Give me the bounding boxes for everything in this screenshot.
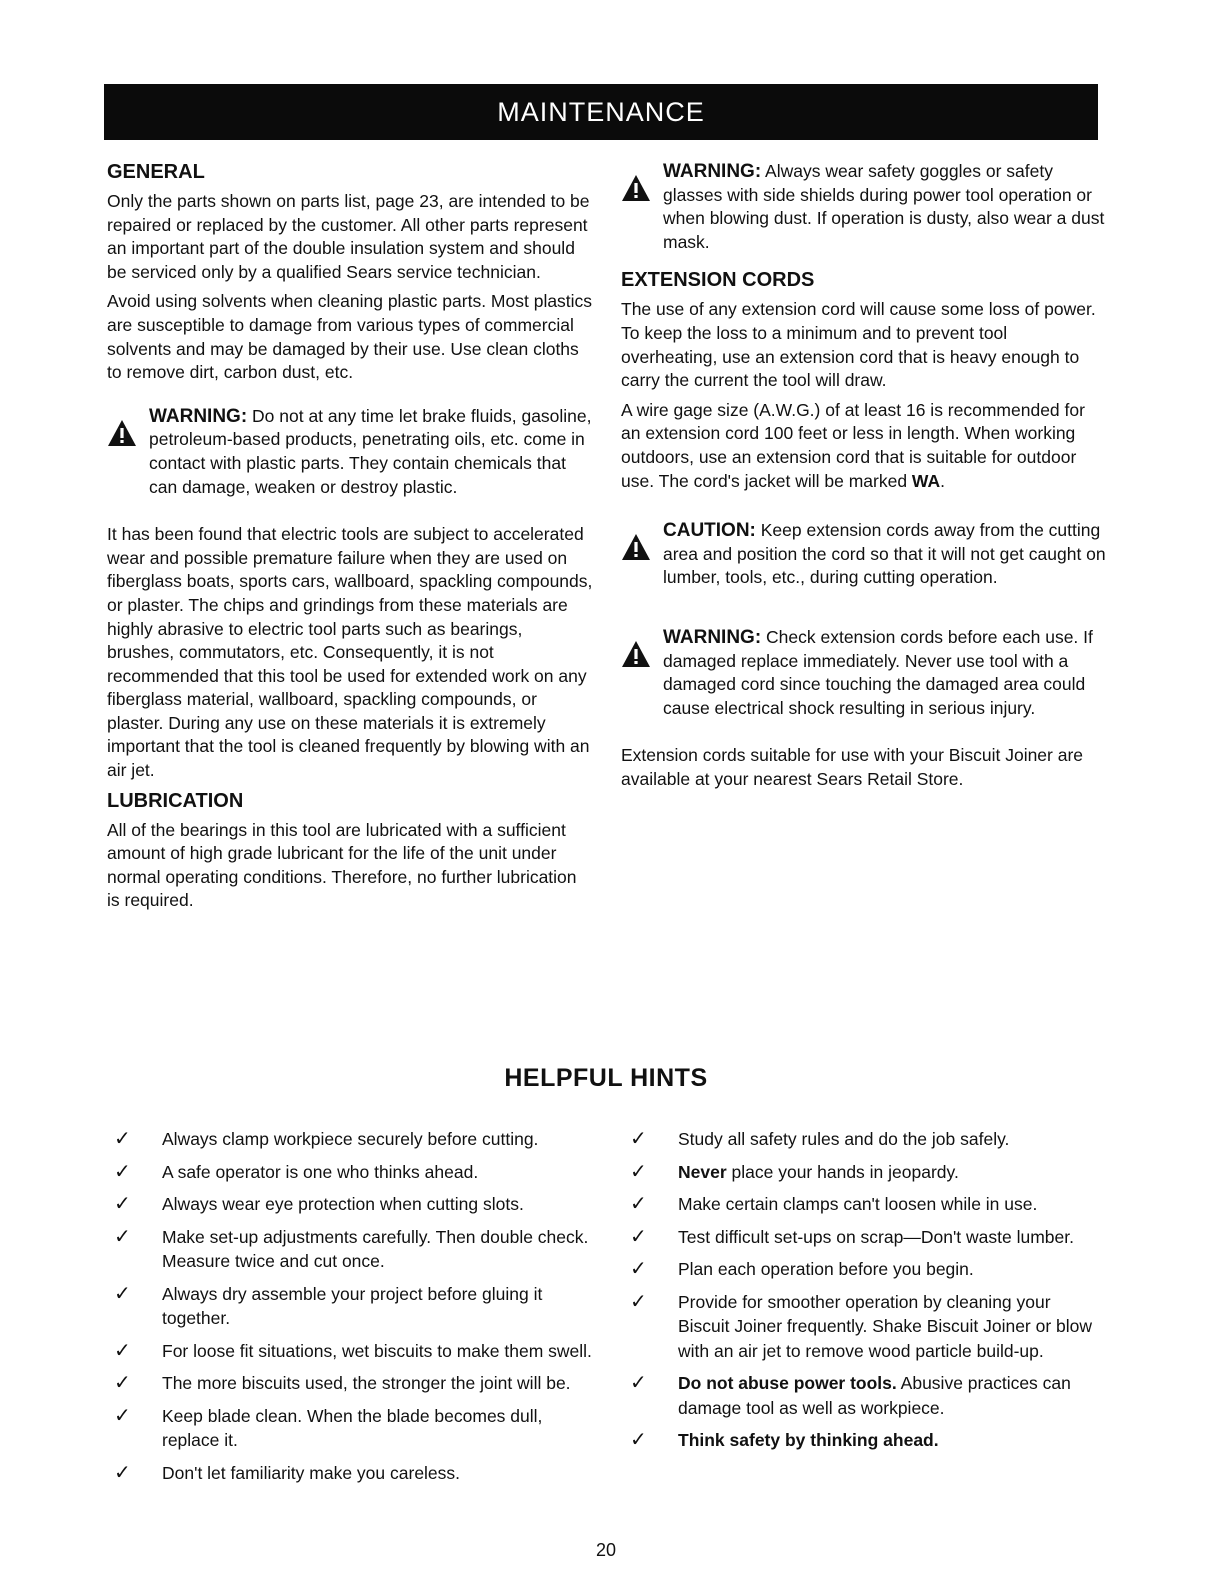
hint-item <box>630 1127 1105 1152</box>
caution-cords <box>621 519 1107 590</box>
hint-text: Always clamp workpiece securely before cutting. <box>162 1129 539 1149</box>
checkmark-icon: ✓ <box>630 1372 647 1394</box>
hint-item <box>630 1428 1105 1453</box>
checkmark-icon: ✓ <box>630 1160 647 1183</box>
hint-text: Don't let familiarity make you careless. <box>162 1462 461 1483</box>
caution-label: CAUTION: <box>663 520 756 542</box>
checkmark-icon: ✓ <box>114 1225 131 1248</box>
hint-item <box>114 1192 600 1217</box>
hint-item <box>630 1290 1105 1364</box>
hint-text: A safe operator is one who thinks ahead. <box>162 1161 479 1182</box>
checkmark-icon: ✓ <box>630 1128 647 1150</box>
hint-item <box>630 1257 1105 1282</box>
warning-label: WARNING: <box>663 161 762 182</box>
checkmark-icon: ✓ <box>114 1461 131 1484</box>
warning-label: WARNING: <box>149 405 248 427</box>
general-paragraph-2: Avoid using solvents when cleaning plastic parts. Most plastics are susceptible to damage from various types of commercial solvents and may be damaged by their use. Use clean cloths to remove dirt, carbon dust, etc. <box>107 291 593 383</box>
checkmark-icon: ✓ <box>630 1225 647 1248</box>
hint-item <box>114 1339 600 1364</box>
extension-cords-heading: EXTENSION CORDS <box>621 269 815 292</box>
hint-item <box>630 1225 1105 1250</box>
extension-paragraph-1: The use of any extension cord will cause some loss of power. To keep the loss to a minimum and to prevent tool overheating, use an extension cord that is heavy enough to carry the current the tool will draw. <box>621 299 1096 391</box>
helpful-hints-heading: HELPFUL HINTS <box>504 1064 708 1092</box>
hint-item <box>630 1160 1105 1185</box>
hint-item <box>114 1160 600 1185</box>
hint-emphasis: Do not abuse power tools. <box>678 1373 897 1393</box>
warning-triangle-icon <box>107 419 137 447</box>
checkmark-icon: ✓ <box>114 1128 131 1150</box>
checkmark-icon: ✓ <box>114 1282 131 1305</box>
lubrication-paragraph: All of the bearings in this tool are lubricated with a sufficient amount of high grade lubricant for the life of the unit under normal operating conditions. Therefore, no further lubrication is required. <box>107 819 577 911</box>
hint-emphasis: Think safety by thinking ahead. <box>678 1430 939 1450</box>
extension-paragraph-3: Extension cords suitable for use with your Biscuit Joiner are available at your nearest Sears Retail Store. <box>621 745 1084 789</box>
left-column <box>107 160 593 919</box>
hint-item <box>114 1127 600 1152</box>
warning-check-cords <box>621 626 1107 720</box>
general-paragraph-1: Only the parts shown on parts list, page 23, are intended to be repaired or replaced by the customer. All other parts represent an important part of the double insulation system and should be serviced only by a qualified Sears service technician. <box>107 191 590 282</box>
page-title: MAINTENANCE <box>497 96 705 127</box>
hint-text: Make certain clamps can't loosen while in use. <box>678 1194 1038 1214</box>
checkmark-icon: ✓ <box>114 1193 131 1215</box>
checkmark-icon: ✓ <box>114 1404 131 1427</box>
extension-paragraph-2-text: A wire gage size (A.W.G.) of at least 16 is recommended for an extension cord 100 feet or less in length. When working outdoors, use an extension cord that is suitable for outdoor use. The cord's jacket will be marked <box>621 399 1085 491</box>
checkmark-icon: ✓ <box>630 1429 647 1451</box>
checkmark-icon: ✓ <box>630 1258 647 1280</box>
hint-item <box>114 1404 600 1453</box>
hint-text: Always wear eye protection when cutting slots. <box>162 1194 524 1214</box>
checkmark-icon: ✓ <box>114 1339 131 1362</box>
hint-text: Test difficult set-ups on scrap—Don't waste lumber. <box>678 1226 1074 1247</box>
general-paragraph-3: It has been found that electric tools are subject to accelerated wear and possible premature failure when they are used on fiberglass boats, sports cars, wallboard, spackling compounds, or plaster. The chips and grindings from these materials are highly abrasive to electric tool parts such as bearings, brushes, commutators, etc. Consequently, it is not recommended that this tool be used for extended work on any fiberglass material, wallboard, spackling compounds, or plaster. During any use on these materials it is extremely important that the tool is cleaned frequently by blowing with an air jet. <box>107 524 593 781</box>
hint-item <box>630 1371 1105 1420</box>
hint-text: Make set-up adjustments carefully. Then double check. Measure twice and cut once. <box>162 1226 589 1271</box>
warning-label: WARNING: <box>663 626 762 648</box>
hint-text: Always dry assemble your project before gluing it together. <box>162 1283 543 1328</box>
caution-text: Keep extension cords away from the cutting area and position the cord so that it will not get caught on lumber, tools, etc., during cutting operation. <box>663 520 1106 588</box>
extension-paragraph-2 <box>621 399 1107 493</box>
hint-text: Abusive practices can damage tool as well as workpiece. <box>678 1373 1071 1418</box>
warning-triangle-icon <box>621 640 651 668</box>
hint-emphasis: Never <box>678 1161 727 1182</box>
hint-item <box>114 1371 600 1396</box>
checkmark-icon: ✓ <box>114 1372 131 1394</box>
warning-triangle-icon <box>621 174 651 202</box>
hint-text: Plan each operation before you begin. <box>678 1259 974 1279</box>
right-column <box>621 160 1107 797</box>
warning-goggles <box>621 160 1107 254</box>
checkmark-icon: ✓ <box>630 1193 647 1215</box>
extension-paragraph-2-end: . <box>940 470 945 491</box>
jacket-marking: WA <box>911 470 941 491</box>
hint-item <box>114 1225 600 1274</box>
lubrication-heading: LUBRICATION <box>107 789 244 812</box>
hint-text: place your hands in jeopardy. <box>726 1161 959 1182</box>
warning-text: Always wear safety goggles or safety glasses with side shields during power tool operation or when blowing dust. If operation is dusty, also wear a dust mask. <box>663 161 1105 252</box>
hint-item <box>630 1192 1105 1217</box>
hint-item <box>114 1282 600 1331</box>
warning-text: Do not at any time let brake fluids, gasoline, petroleum-based products, penetrating oils, etc. come in contact with plastic parts. They contain chemicals that can damage, weaken or destroy plastic. <box>149 405 592 497</box>
hints-left-list <box>114 1127 600 1493</box>
hint-text: Keep blade clean. When the blade becomes dull, replace it. <box>162 1405 543 1450</box>
general-heading: GENERAL <box>107 161 205 183</box>
maintenance-banner <box>104 84 1098 140</box>
checkmark-icon: ✓ <box>630 1290 647 1313</box>
hint-text: Study all safety rules and do the job safely. <box>678 1129 1010 1149</box>
hints-right-list <box>630 1127 1105 1461</box>
checkmark-icon: ✓ <box>114 1160 131 1183</box>
hint-text: Provide for smoother operation by cleaning your Biscuit Joiner frequently. Shake Biscuit Joiner or blow with an air jet to remove wood particle build-up. <box>678 1291 1093 1361</box>
caution-triangle-icon <box>621 533 651 561</box>
page-number: 20 <box>595 1540 617 1560</box>
warning-text: Check extension cords before each use. If damaged replace immediately. Never use tool with a damaged cord since touching the damaged area could cause electrical shock resulting in serious injury. <box>663 626 1093 718</box>
hint-text: The more biscuits used, the stronger the joint will be. <box>162 1373 571 1393</box>
warning-plastic <box>107 405 593 499</box>
hint-text: For loose fit situations, wet biscuits to make them swell. <box>162 1340 592 1361</box>
hint-item <box>114 1461 600 1486</box>
